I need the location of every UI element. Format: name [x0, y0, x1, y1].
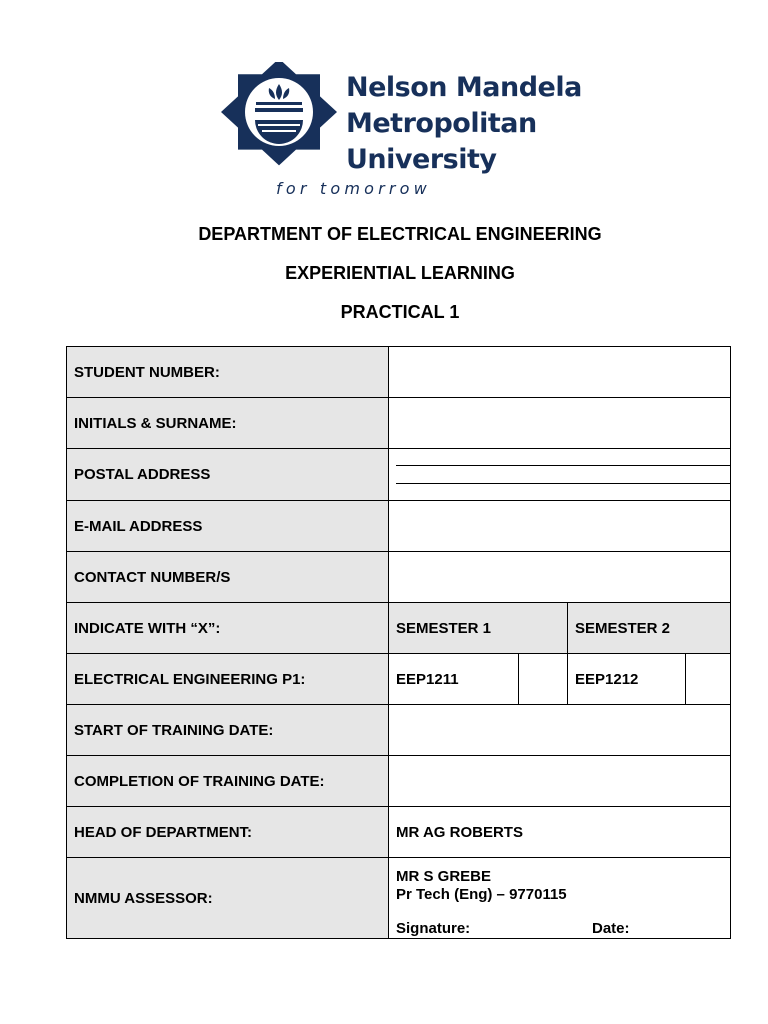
- contact-field[interactable]: [389, 552, 731, 603]
- form-row-module-codes: [67, 654, 731, 705]
- logo-line-3: University: [346, 144, 497, 175]
- form-row-contact: [67, 552, 731, 603]
- date-label: Date:: [592, 920, 630, 937]
- postal-address-label: POSTAL ADDRESS: [67, 449, 389, 501]
- assessor-name: MR S GREBE: [396, 868, 492, 885]
- department-heading: DEPARTMENT OF ELECTRICAL ENGINEERING: [198, 224, 602, 244]
- form-row-student-number: [67, 347, 731, 398]
- initials-surname-field[interactable]: [389, 398, 731, 449]
- ee-p1-label: ELECTRICAL ENGINEERING P1:: [67, 654, 389, 705]
- form-row-postal-address: [67, 449, 731, 501]
- assessor-label: NMMU ASSESSOR:: [67, 858, 389, 939]
- logo-wordmark: [346, 70, 582, 178]
- form-row-start-date: [67, 705, 731, 756]
- indicate-label: INDICATE WITH “X”:: [67, 603, 389, 654]
- postal-address-line-1[interactable]: [396, 449, 730, 466]
- logo-line-2: Metropolitan: [346, 108, 537, 139]
- form-row-initials-surname: [67, 398, 731, 449]
- assessor-registration: Pr Tech (Eng) – 9770115: [396, 886, 567, 903]
- semester-1-header: SEMESTER 1: [389, 603, 568, 654]
- eep1212-checkbox[interactable]: [686, 654, 731, 705]
- postal-address-field[interactable]: [389, 449, 731, 501]
- signature-label: Signature:: [396, 920, 471, 937]
- form-row-completion-date: [67, 756, 731, 807]
- initials-surname-label: INITIALS & SURNAME:: [67, 398, 389, 449]
- student-number-label: STUDENT NUMBER:: [67, 347, 389, 398]
- student-details-form: [66, 346, 731, 939]
- practical-heading: PRACTICAL 1: [340, 302, 460, 322]
- star-emblem-icon: [214, 62, 344, 172]
- start-date-field[interactable]: [389, 705, 731, 756]
- hod-label: HEAD OF DEPARTMENT:: [67, 807, 389, 858]
- form-row-email: [67, 501, 731, 552]
- contact-label: CONTACT NUMBER/S: [67, 552, 389, 603]
- hod-value: MR AG ROBERTS: [389, 807, 731, 858]
- start-date-label: START OF TRAINING DATE:: [67, 705, 389, 756]
- eep1211-checkbox[interactable]: [519, 654, 568, 705]
- completion-date-label: COMPLETION OF TRAINING DATE:: [67, 756, 389, 807]
- email-label: E-MAIL ADDRESS: [67, 501, 389, 552]
- assessor-details: [389, 858, 731, 939]
- semester-2-header: SEMESTER 2: [568, 603, 731, 654]
- form-row-assessor: [67, 858, 731, 939]
- form-row-indicate: [67, 603, 731, 654]
- postal-address-line-2[interactable]: [396, 466, 730, 483]
- email-field[interactable]: [389, 501, 731, 552]
- form-row-hod: [67, 807, 731, 858]
- logo-tagline: for tomorrow: [276, 179, 431, 198]
- completion-date-field[interactable]: [389, 756, 731, 807]
- programme-heading: EXPERIENTIAL LEARNING: [285, 263, 515, 283]
- eep1211-code: EEP1211: [389, 654, 519, 705]
- postal-address-line-3[interactable]: [396, 484, 730, 500]
- student-number-field[interactable]: [389, 347, 731, 398]
- eep1212-code: EEP1212: [568, 654, 686, 705]
- logo-line-1: Nelson Mandela: [346, 72, 582, 103]
